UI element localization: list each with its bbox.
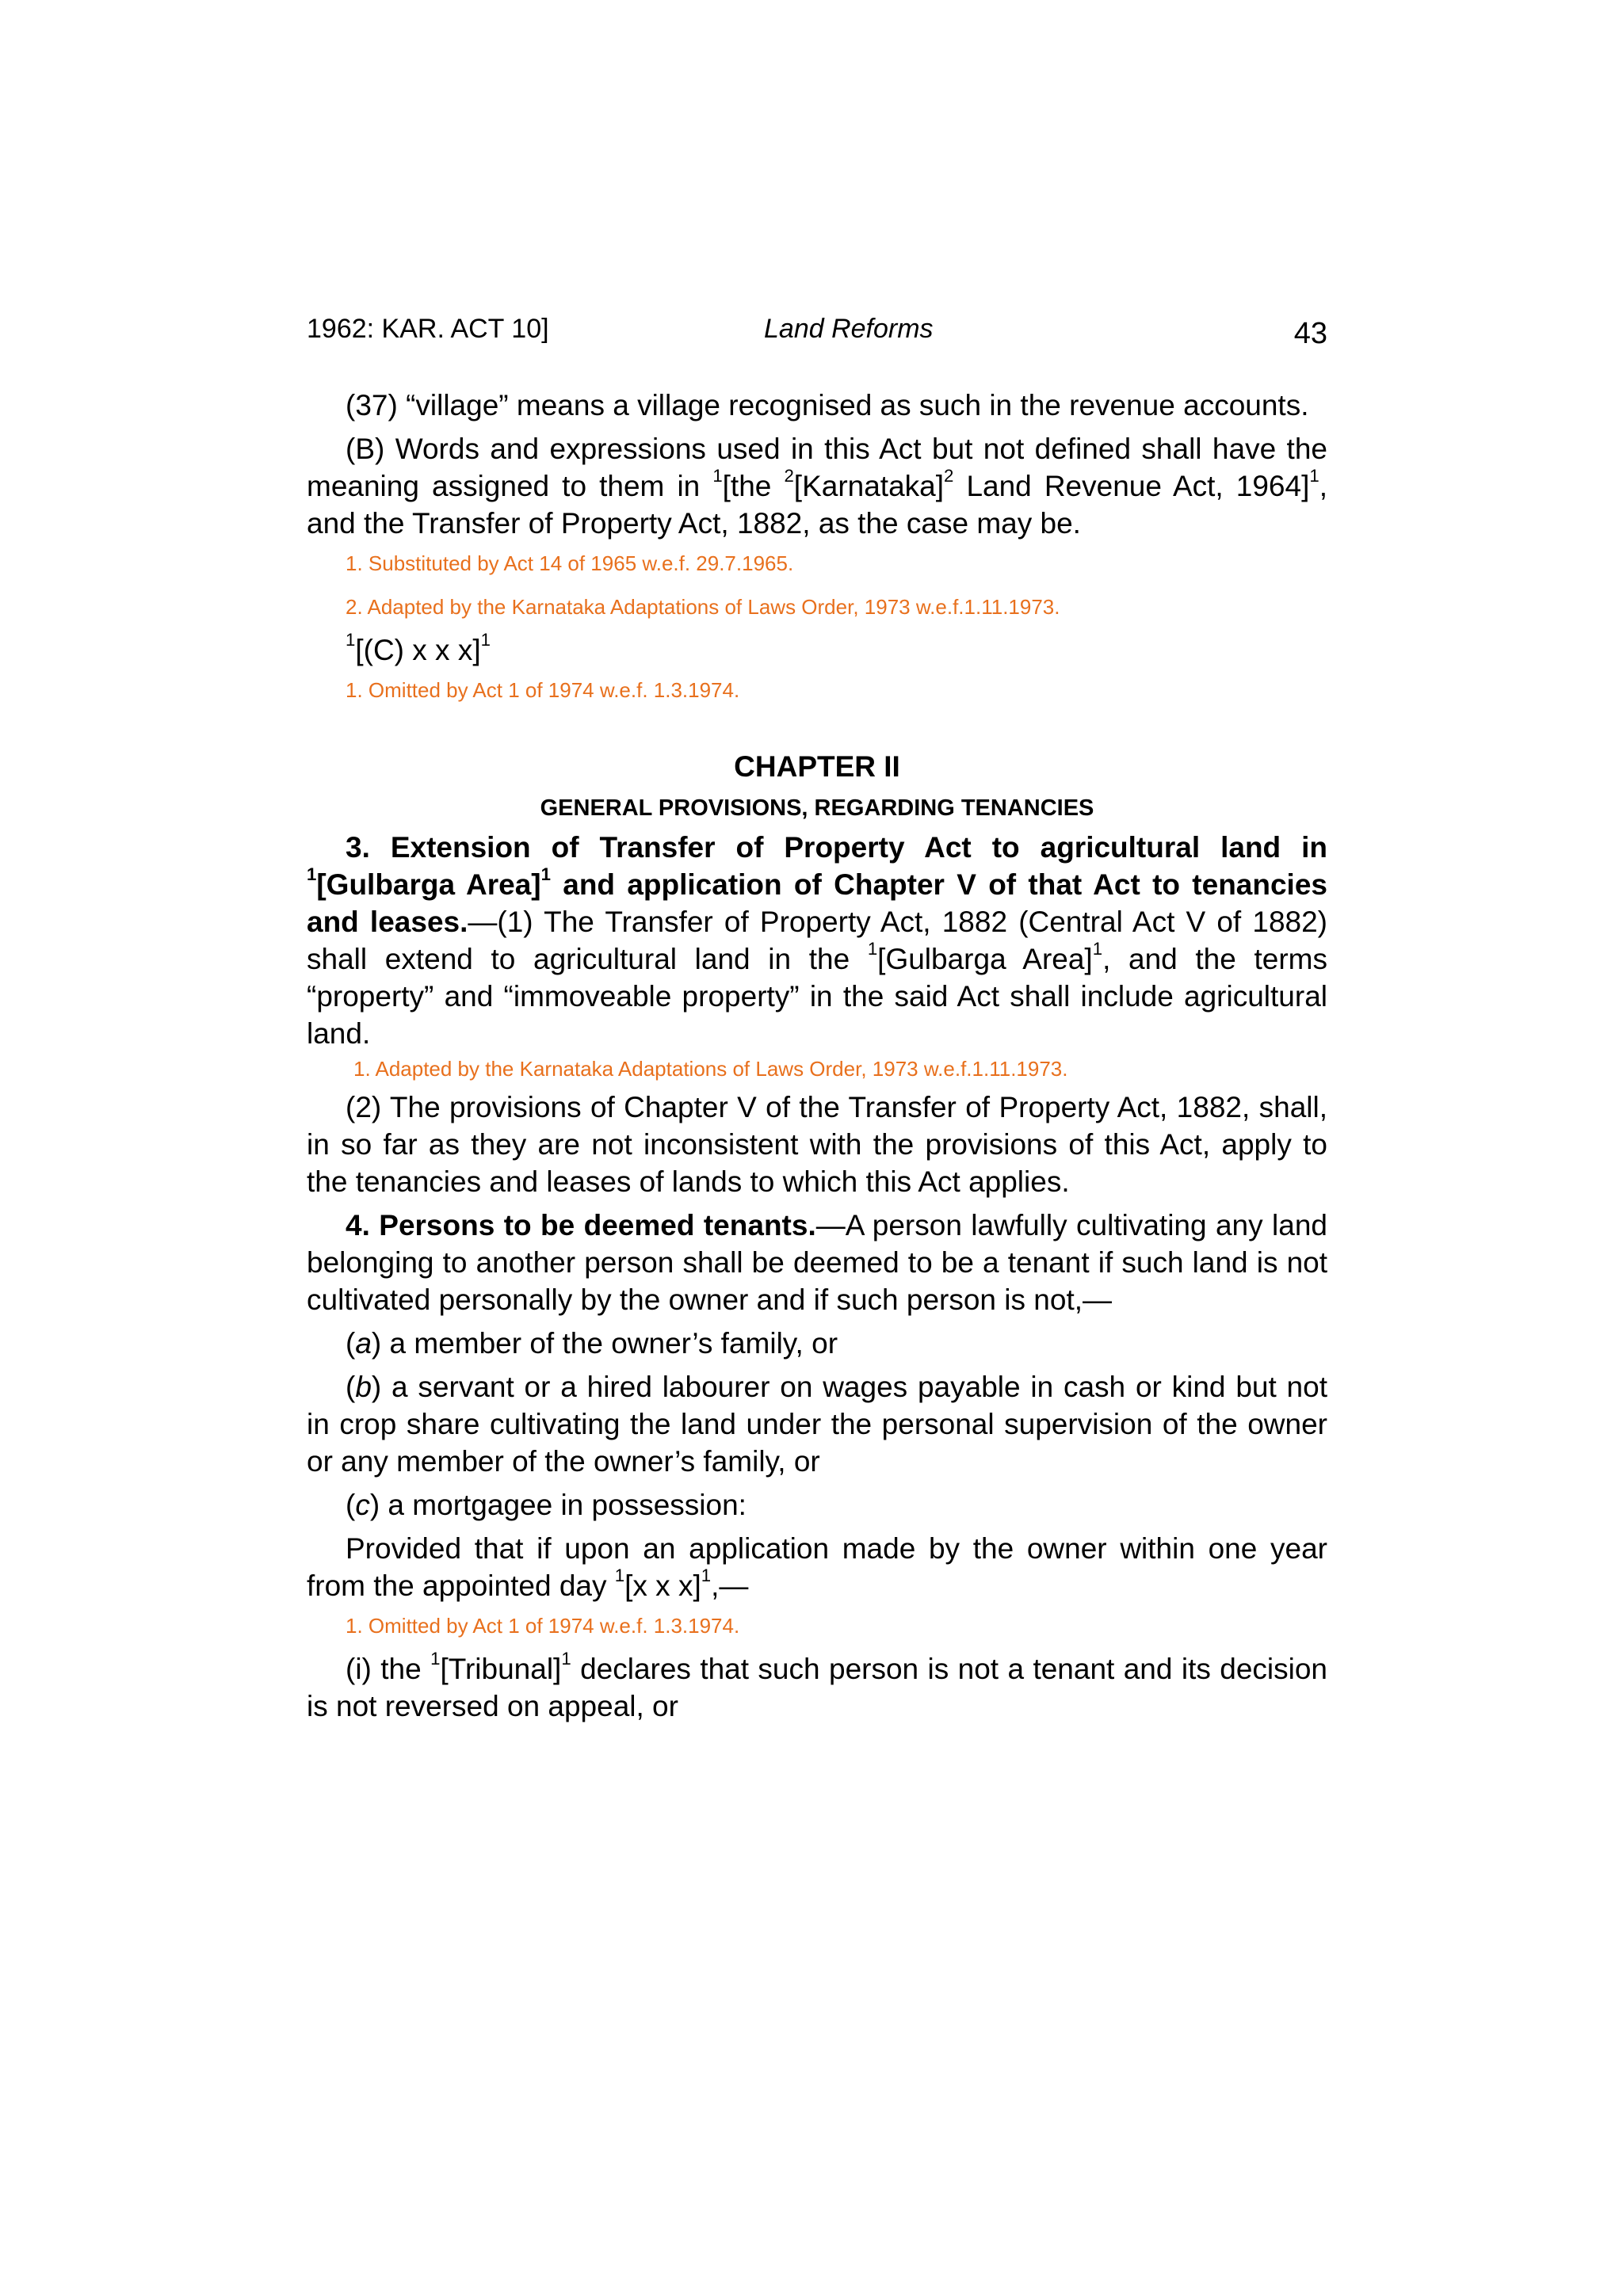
section-3: 3. Extension of Transfer of Property Act to agricultural land in $^1$[Gulbarga Area]$^1$ and application of Chapter V of that Act to tenancies and leases.—(1) The Transfer of Property Act, 1882 (Central Act V of 1882) shall extend to agricultural land in the $^1$[Gulbarga Area]$^1$, and the terms “property” and “immoveable property” in the said Act shall include agricultural land. [307,831,1327,1050]
definition-37: (37) “village” means a village recognised as such in the revenue accounts. [346,389,1309,421]
footnote-adapted-section-3: 1. Adapted by the Karnataka Adaptations of Laws Order, 1973 w.e.f.1.11.1973. [353,1057,1068,1081]
clause-a: (a) a member of the owner’s family, or [346,1327,838,1360]
page-body [307,387,1327,1731]
proviso: Provided that if upon an application made by the owner within one year from the appointed day $^1$[x x x]$^1$,— [307,1532,1327,1602]
section-4: 4. Persons to be deemed tenants.—A person lawfully cultivating any land belonging to another person shall be deemed to be a tenant if such land is not cultivated personally by the owner and if such person is not,— [307,1209,1327,1316]
section-3-subsection-2: (2) The provisions of Chapter V of the Transfer of Property Act, 1882, shall, in so far as they are not inconsistent with the provisions of this Act, apply to the tenancies and leases of lands to which this Act applies. [307,1091,1327,1198]
footnote-substituted: 1. Substituted by Act 14 of 1965 w.e.f. 29.7.1965. [346,551,794,575]
document-page [307,0,1327,2296]
header-title: Land Reforms [764,314,934,344]
chapter-heading: CHAPTER II [734,750,900,783]
clause-b: (b) a servant or a hired labourer on wages payable in cash or kind but not in crop share cultivating the land under the personal supervision of the owner or any member of the owner’s family, or [307,1371,1327,1478]
footnote-adapted: 2. Adapted by the Karnataka Adaptations of Laws Order, 1973 w.e.f.1.11.1973. [346,595,1060,619]
page-number: 43 [1293,317,1327,350]
section-3-heading: 3. Extension of Transfer of Property Act to agricultural land in $^1$[Gulbarga Area]$^1$ and application of Chapter V of that Act to tenancies and leases. [307,831,1327,938]
page-header [307,314,1327,353]
subsection-b: (B) Words and expressions used in this Act but not defined shall have the meaning assigned to them in $^1$[the $^2$[Karnataka]$^2$ Land Revenue Act, 1964]$^1$, and the Transfer of Property Act, 1882, as the case may be. [307,433,1327,540]
chapter-subheading: GENERAL PROVISIONS, REGARDING TENANCIES [540,795,1094,821]
footnote-omitted-proviso: 1. Omitted by Act 1 of 1974 w.e.f. 1.3.1974. [346,1614,740,1638]
sub-clause-i: (i) the $^1$[Tribunal]$^1$ declares that such person is not a tenant and its decision is not reversed on appeal, or [307,1649,1327,1722]
footnote-omitted: 1. Omitted by Act 1 of 1974 w.e.f. 1.3.1974. [346,678,740,702]
header-act-reference: 1962: KAR. ACT 10] [307,314,549,344]
section-4-heading: 4. Persons to be deemed tenants. [346,1209,816,1241]
subsection-c: $^1$[(C) x x x]$^1$ [346,630,491,666]
clause-c: (c) a mortgagee in possession: [346,1489,747,1521]
